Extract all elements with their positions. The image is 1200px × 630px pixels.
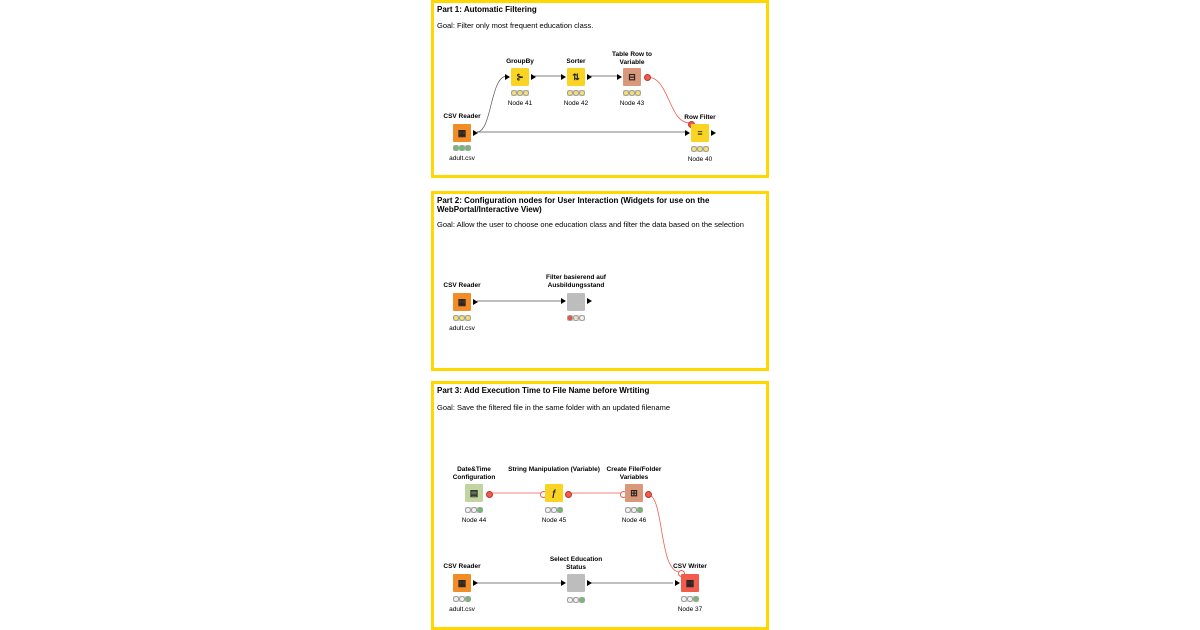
row-filter-node[interactable] (660, 113, 740, 168)
status-lights (567, 597, 585, 603)
node-name: CSV Writer (673, 563, 707, 570)
annotation-title: Part 3: Add Execution Time to File Name before Wrtiting (437, 386, 650, 395)
status-lights (681, 596, 699, 602)
string-manipulation-icon: ƒ (545, 484, 563, 502)
status-lights (453, 145, 471, 151)
node-label: Node 40 (687, 156, 713, 163)
node-label: adult.csv (449, 155, 475, 162)
csv-reader-node[interactable] (422, 563, 502, 618)
node-label: adult.csv (449, 606, 475, 613)
annotation-goal: Goal: Save the filtered file in the same folder with an updated filename (437, 403, 671, 412)
csv-reader-node[interactable] (422, 113, 502, 168)
variable-output-port[interactable] (645, 491, 652, 498)
input-port[interactable] (505, 74, 510, 80)
datetime-config-icon: ▤ (465, 484, 483, 502)
node-label: Node 44 (461, 517, 487, 524)
output-port[interactable] (587, 580, 592, 586)
datetime-configuration-node[interactable] (434, 465, 514, 525)
node-name: Create File/Folder Variables (606, 466, 662, 481)
input-port[interactable] (561, 74, 566, 80)
status-lights (623, 90, 641, 96)
csv-reader-node[interactable] (422, 282, 502, 337)
status-lights (691, 146, 709, 152)
create-file-folder-icon: ⊞ (625, 484, 643, 502)
csv-reader-icon: ▦ (453, 124, 471, 142)
node-name: Select Education Status (549, 556, 603, 571)
row-filter-icon: ≡ (691, 124, 709, 142)
status-lights (453, 596, 471, 602)
node-label: Node 37 (677, 606, 703, 613)
node-label: Node 46 (621, 517, 647, 524)
status-lights (511, 90, 529, 96)
input-port[interactable] (685, 130, 690, 136)
node-name: CSV Reader (443, 113, 481, 120)
status-lights (625, 507, 643, 513)
annotation-goal: Goal: Filter only most frequent education class. (437, 21, 594, 30)
node-label: Node 42 (563, 100, 589, 107)
output-port[interactable] (473, 580, 478, 586)
sorter-icon: ⇅ (567, 68, 585, 86)
node-label: Node 43 (619, 100, 645, 107)
status-lights (465, 507, 483, 513)
annotation-goal: Goal: Allow the user to choose one education class and filter the data based on the selection (437, 220, 744, 229)
output-port[interactable] (473, 299, 478, 305)
status-lights (567, 90, 585, 96)
table-row-to-variable-node[interactable] (592, 49, 672, 112)
node-name: Filter basierend auf Ausbildungsstand (546, 274, 606, 289)
string-manipulation-variable-node[interactable] (508, 465, 600, 525)
annotation-title: Part 1: Automatic Filtering (437, 5, 537, 14)
variable-output-port[interactable] (644, 74, 651, 81)
node-name: CSV Reader (443, 282, 481, 289)
output-port[interactable] (587, 298, 592, 304)
component-node[interactable] (536, 273, 616, 328)
component-icon (567, 574, 585, 592)
input-port[interactable] (561, 580, 566, 586)
groupby-icon: ⊱ (511, 68, 529, 86)
annotation-title: Part 2: Configuration nodes for User Interaction (Widgets for use on the WebPortal/Interactive View) (437, 196, 710, 214)
input-port[interactable] (561, 298, 566, 304)
node-label: Node 41 (507, 100, 533, 107)
node-label: adult.csv (449, 325, 475, 332)
csv-writer-node[interactable] (650, 563, 730, 618)
table-row-to-variable-icon: ⊟ (623, 68, 641, 86)
status-lights (453, 315, 471, 321)
warning-icon: ⚠ (574, 315, 579, 321)
node-name: Row Filter (684, 114, 716, 121)
csv-writer-icon: ▦ (681, 574, 699, 592)
component-icon (567, 293, 585, 311)
create-file-folder-variables-node[interactable] (594, 465, 674, 525)
input-port[interactable] (675, 580, 680, 586)
node-name: Table Row to Variable (612, 51, 652, 66)
node-name: Date&Time Configuration (452, 466, 496, 481)
output-port[interactable] (711, 130, 716, 136)
component-node[interactable] (536, 555, 616, 610)
node-name: String Manipulation (Variable) (508, 466, 600, 473)
variable-output-port[interactable] (565, 491, 572, 498)
node-name: Sorter (566, 58, 586, 65)
status-lights (545, 507, 563, 513)
input-port[interactable] (617, 74, 622, 80)
node-name: CSV Reader (443, 563, 481, 570)
node-label: Node 45 (541, 517, 567, 524)
variable-output-port[interactable] (486, 491, 493, 498)
output-port[interactable] (473, 130, 478, 136)
csv-reader-icon: ▦ (453, 574, 471, 592)
csv-reader-icon: ▦ (453, 293, 471, 311)
node-name: GroupBy (506, 58, 534, 65)
